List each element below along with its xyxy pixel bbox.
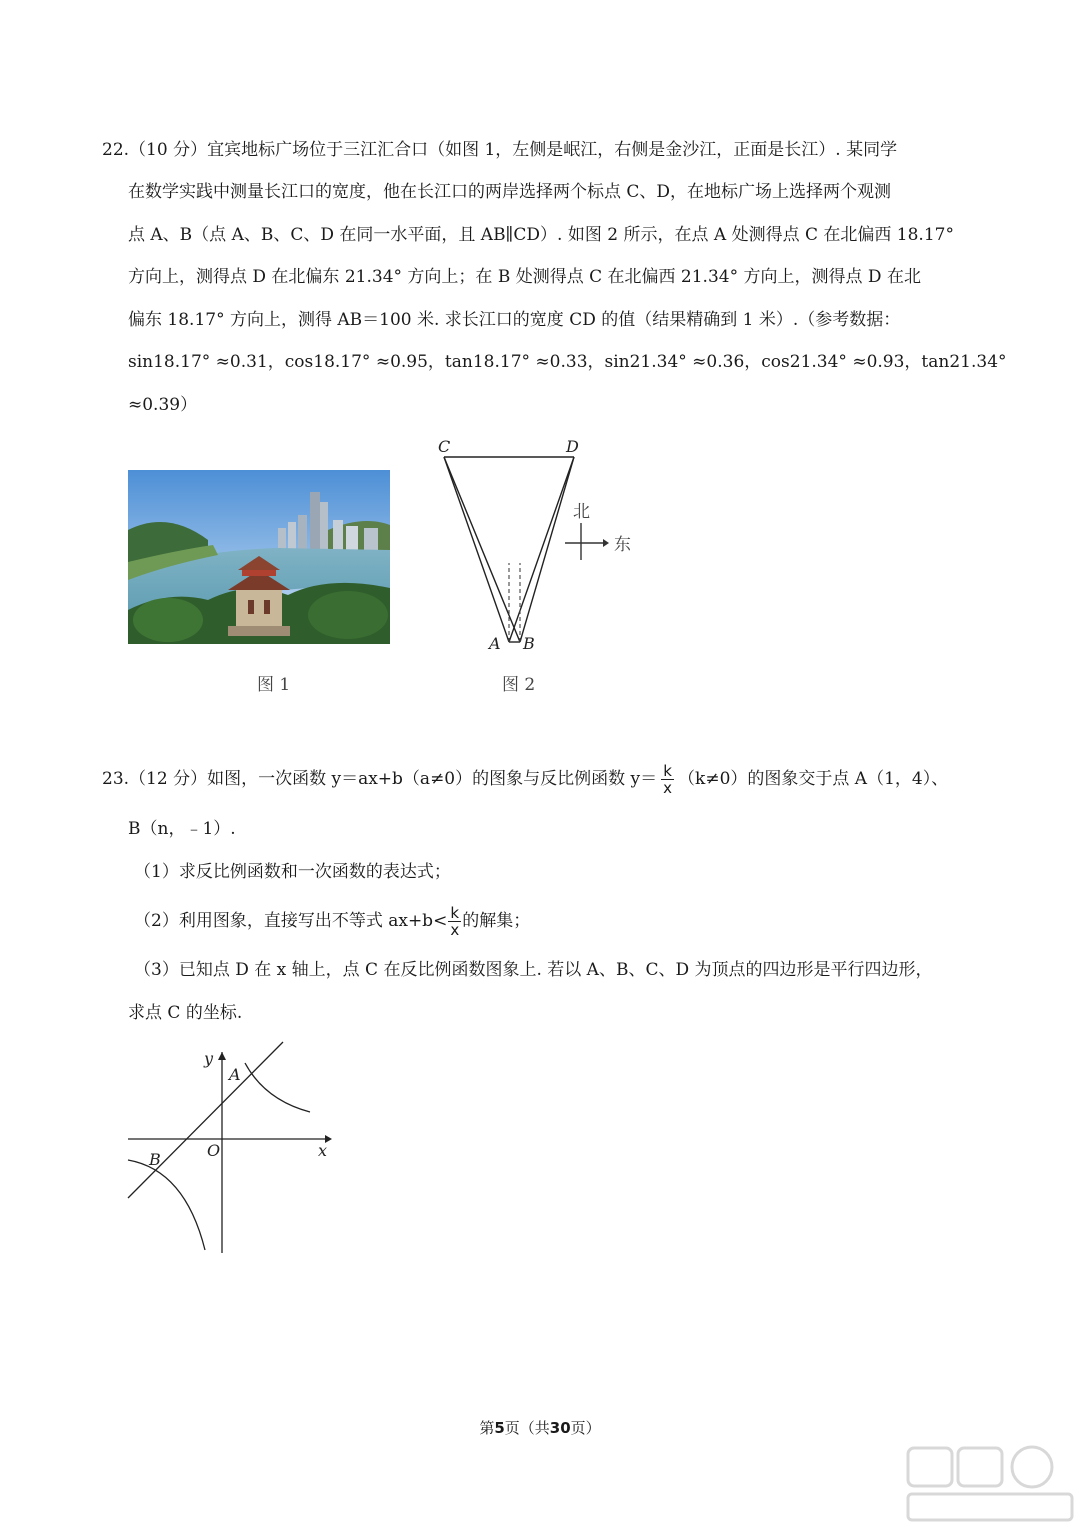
q23-sub-2 — [134, 905, 530, 938]
frac-den: x — [663, 779, 673, 797]
watermark-logo — [900, 1440, 1080, 1525]
footer-mid: 页（共 — [504, 1419, 550, 1437]
label-y: y — [204, 1049, 214, 1068]
q22-line-1: 22.（10 分）宜宾地标广场位于三江汇合口（如图 1，左侧是岷江，右侧是金沙江，正面是长江）. 某同学 — [102, 140, 898, 160]
label-b: B — [523, 634, 535, 653]
segment-bd — [520, 457, 574, 642]
page-total: 30 — [549, 1419, 571, 1437]
page-number: 5 — [494, 1419, 505, 1437]
fraction-k-over-x — [661, 763, 674, 796]
label-point-a: A — [229, 1065, 241, 1084]
figure-2-diagram — [425, 435, 640, 655]
y-axis-arrow — [218, 1052, 226, 1060]
q22-line-5: 偏东 18.17° 方向上，测得 AB＝100 米. 求长江口的宽度 CD 的值（结果精确到 1 米）.（参考数据： — [128, 310, 901, 330]
fig2-caption: 图 2 — [502, 675, 536, 695]
function-graph — [125, 1040, 340, 1260]
q22-line-4: 方向上，测得点 D 在北偏东 21.34° 方向上；在 B 处测得点 C 在北偏西 21.34° 方向上，测得点 D 在北 — [128, 267, 921, 287]
fraction-k-over-x-2 — [448, 905, 461, 938]
label-origin: O — [207, 1141, 221, 1160]
q23-sub-1: （1）求反比例函数和一次函数的表达式； — [134, 862, 451, 882]
label-east: 东 — [614, 535, 631, 555]
label-x: x — [318, 1141, 328, 1160]
q23-sub-3: （3）已知点 D 在 x 轴上，点 C 在反比例函数图象上. 若以 A、B、C、D 为顶点的四边形是平行四边形， — [134, 960, 933, 980]
q23-sub-3-cont: 求点 C 的坐标. — [128, 1003, 243, 1023]
segment-bc — [444, 457, 520, 642]
q22-line-2: 在数学实践中测量长江口的宽度，他在长江口的两岸选择两个标点 C、D，在地标广场上选择两个观测 — [128, 182, 892, 202]
q22-line-3: 点 A、B（点 A、B、C、D 在同一水平面，且 AB∥CD）. 如图 2 所示，在点 A 处测得点 C 在北偏西 18.17° — [128, 225, 954, 245]
frac-num: k — [661, 763, 674, 780]
q23-sub-2a: （2）利用图象，直接写出不等式 ax+b< — [134, 911, 448, 931]
q23-line-1a: 23.（12 分）如图，一次函数 y＝ax+b（a≠0）的图象与反比例函数 y＝ — [102, 769, 658, 789]
segment-ad — [509, 457, 574, 642]
label-d: D — [566, 437, 579, 456]
footer-pre: 第 — [479, 1419, 495, 1437]
segment-ac — [444, 457, 509, 642]
label-c: C — [438, 437, 451, 456]
landmark-photo — [128, 470, 390, 644]
q22-line-7: ≈0.39） — [128, 395, 198, 415]
q23-line-1 — [102, 763, 948, 796]
compass-icon — [565, 523, 603, 560]
label-point-b: B — [149, 1150, 161, 1169]
hyperbola-branch-2 — [128, 1160, 205, 1250]
q22-line-6: sin18.17° ≈0.31，cos18.17° ≈0.95，tan18.17° ≈0.33，sin21.34° ≈0.36，cos21.34° ≈0.93，tan21.34° — [128, 352, 1007, 372]
q23-line-2: B（n，﹣1）. — [128, 819, 236, 839]
q23-sub-2b: 的解集； — [462, 911, 531, 931]
frac-num-2: k — [448, 905, 461, 922]
label-a: A — [489, 634, 501, 653]
frac-den-2: x — [450, 921, 460, 939]
label-north: 北 — [573, 502, 590, 522]
footer-post: 页） — [570, 1419, 601, 1437]
page-footer — [0, 1417, 1080, 1438]
q23-line-1b: （k≠0）的图象交于点 A（1，4）、 — [678, 769, 949, 789]
fig1-caption: 图 1 — [257, 675, 291, 695]
